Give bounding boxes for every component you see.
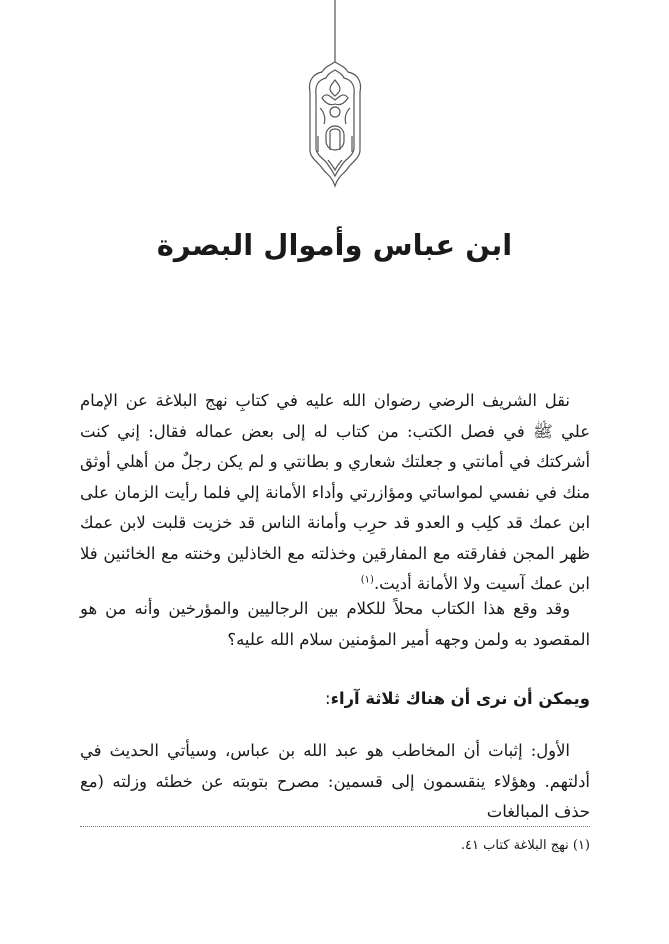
paragraph-1	[80, 386, 590, 600]
section-heading-text: ويمكن أن نرى أن هناك ثلاثة آراء	[330, 689, 590, 708]
footnote-marker[interactable]: (١)	[360, 574, 374, 586]
footnote-divider	[80, 826, 590, 827]
section-heading	[80, 684, 590, 714]
footnote: (١) نهج البلاغة كتاب ٤١.	[460, 838, 590, 853]
paragraph-2	[80, 594, 590, 655]
section-heading-colon: :	[325, 689, 331, 708]
paragraph-3-text: الأول: إثبات أن المخاطب هو عبد الله بن عباس، وسيأتي الحديث في أدلتهم. وهؤلاء ينقسمون إلى قسمين: مصرح بتوبته عن خطئه وزلته (مع حذف المبالغات	[80, 741, 590, 821]
chapter-title: ابن عباس وأموال البصرة	[156, 228, 513, 262]
paragraph-1-text: نقل الشريف الرضي رضوان الله عليه في كتابِ نهج البلاغة عن الإمام علي ﷺ في فصل الكتب: من كتاب له إلى بعض عماله فقال: إني كنت أشركتك في أمانتي و جعلتك شعاري و بطانتي و لم يكن رجلٌ من أهلي أوثق منك في نفسي لمواساتي ومؤازرتي وأداء الأمانة إلي فلما رأيت الزمان على ابن عمك قد كلِب و العدو قد حرِب وأمانة الناس قد خزيت قلبت لابن عمك ظهر المجن ففارقته مع المفارقين وخذلته مع الخاذلين وخنته مع الخائنين فلا ابن عمك آسيت ولا الأمانة أديت.	[80, 391, 590, 593]
hanging-lantern-icon	[300, 0, 370, 190]
paragraph-2-text: وقد وقع هذا الكتاب محلاً للكلام بين الرجاليين والمؤرخين وأنه من هو المقصود به ولمن وجهه أمير المؤمنين سلام الله عليه؟	[80, 599, 590, 649]
paragraph-3	[80, 736, 590, 828]
